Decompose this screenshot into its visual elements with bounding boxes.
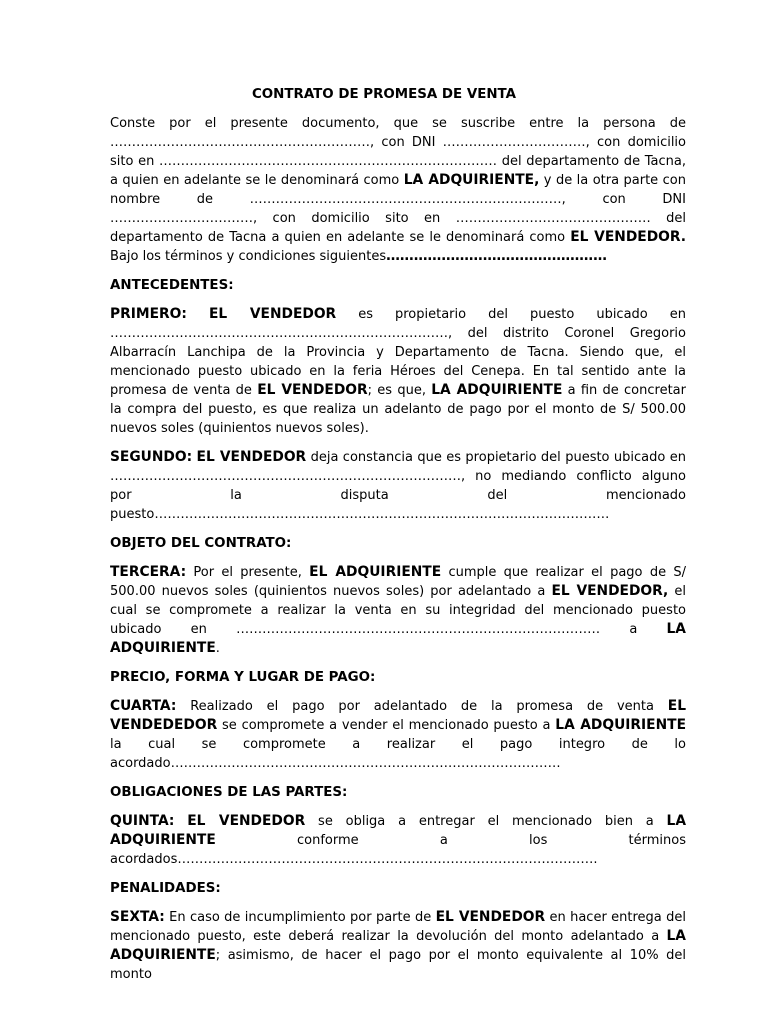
document-title: CONTRATO DE PROMESA DE VENTA (251, 87, 517, 102)
intro-paragraph (110, 114, 686, 266)
text-run: ; es que, (367, 383, 432, 398)
text-run: a fin de concretar la compra del puesto, es que realiza un adelanto de pago por el monto de S/ 500.00 nuevos soles (quinientos nuevos soles). (110, 383, 686, 436)
bold-run: SEXTA: (110, 909, 165, 925)
clause-cuarta (110, 697, 686, 773)
clause-segundo (110, 448, 686, 524)
bold-run: EL VENDEDOR, (551, 583, 669, 599)
text-run: Conste por el presente documento, que se suscribe entre la persona de ……………………………………………………, con DNI ……………………………, con domicilio sito en …………………………………………………………………… del departamento de Tacna, a quien en adelante se le denominará como (110, 116, 686, 188)
clause-quinta (110, 812, 686, 869)
clause-primero (110, 305, 686, 438)
text-run: la cual se compromete a realizar el pago integro de lo acordado……………………………………………………………………………… (110, 737, 686, 771)
text-run (174, 814, 187, 829)
text-run: En caso de incumplimiento por parte de (164, 910, 436, 925)
text-run: conforme a los términos acordados……………………………………………………………………………………. (110, 833, 686, 867)
text-run: se obliga a entregar el mencionado bien a (305, 814, 667, 829)
bold-run: LA ADQUIRIENTE (431, 382, 563, 398)
text-run: se compromete a vender el mencionado puesto a (217, 718, 556, 733)
text-run: Bajo los términos y condiciones siguientes (110, 249, 387, 264)
text-run: deja constancia que es propietario del puesto ubicado en ………………………………………………………………………, no mediando conflicto alguno por la disputa del mencionado puesto…………………………………………………………………………………………… (110, 450, 686, 522)
bold-run: EL VENDEDOR. (570, 229, 686, 245)
bold-run: QUINTA: (110, 813, 175, 829)
heading-antecedentes: ANTECEDENTES: (110, 278, 234, 293)
bold-run: TERCERA: (110, 564, 187, 580)
bold-run: CUARTA: (110, 698, 177, 714)
bold-run: EL VENDEDOR (257, 382, 368, 398)
text-run: cumple que realizar el pago de S/ 500.00 nuevos soles (quinientos nuevos soles) por adelantado a (110, 565, 687, 599)
bold-run: EL VENDEDOR (196, 449, 307, 465)
bold-run: ………………………………………… (386, 248, 607, 264)
bold-run: LA ADQUIRIENTE (110, 813, 687, 848)
text-run: Realizado el pago por adelantado de la promesa de venta (176, 699, 668, 714)
text-run (187, 307, 209, 322)
bold-run: EL VENDEDOR (208, 306, 337, 322)
bold-run: PRIMERO: (110, 306, 187, 322)
bold-run: LA ADQUIRIENTE, (403, 172, 540, 188)
bold-run: SEGUNDO: (110, 449, 193, 465)
bold-run: LA ADQUIRIENTE (555, 717, 686, 733)
heading-penalidades: PENALIDADES: (110, 881, 221, 896)
bold-run: LA ADQUIRIENTE (110, 928, 686, 963)
contract-body (110, 114, 686, 984)
clause-tercera (110, 563, 686, 658)
bold-run: EL VENDEDOR (435, 909, 546, 925)
clause-sexta (110, 908, 686, 984)
bold-run: EL VENDEDEDOR (110, 698, 686, 733)
text-run: . (215, 641, 220, 656)
heading-obligaciones: OBLIGACIONES DE LAS PARTES: (110, 785, 348, 800)
bold-run: EL VENDEDOR (187, 813, 306, 829)
heading-objeto: OBJETO DEL CONTRATO: (110, 536, 292, 551)
text-run: es propietario del puesto ubicado en ……………………………………………………………………, del distrito Coronel Gregorio Albarracín Lanchipa de la Provincia y Departamento de Tacna. Siendo que, el mencionado puesto ubicado en la feria Héroes del Cenepa. En tal sentido ante la promesa de venta de (110, 307, 687, 398)
text-run: ; asimismo, de hacer el pago por el monto equivalente al 10% del monto (110, 948, 686, 982)
text-run: el cual se compromete a realizar la venta en su integridad del mencionado puesto ubicado en ………………………………………………………………………… a (110, 584, 686, 637)
text-run: en hacer entrega del mencionado puesto, este deberá realizar la devolución del monto adelantado a (110, 910, 686, 944)
bold-run: LA ADQUIRIENTE (110, 621, 686, 656)
text-run: y de la otra parte con nombre de ………………………………………………………………, con DNI ……………………………, con domicilio sito en ……………………………………… del departamento de Tacna a quien en adelante se le denominará como (110, 173, 686, 245)
text-run: Por el presente, (186, 565, 310, 580)
heading-precio: PRECIO, FORMA Y LUGAR DE PAGO: (110, 670, 376, 685)
bold-run: EL ADQUIRIENTE (309, 564, 442, 580)
